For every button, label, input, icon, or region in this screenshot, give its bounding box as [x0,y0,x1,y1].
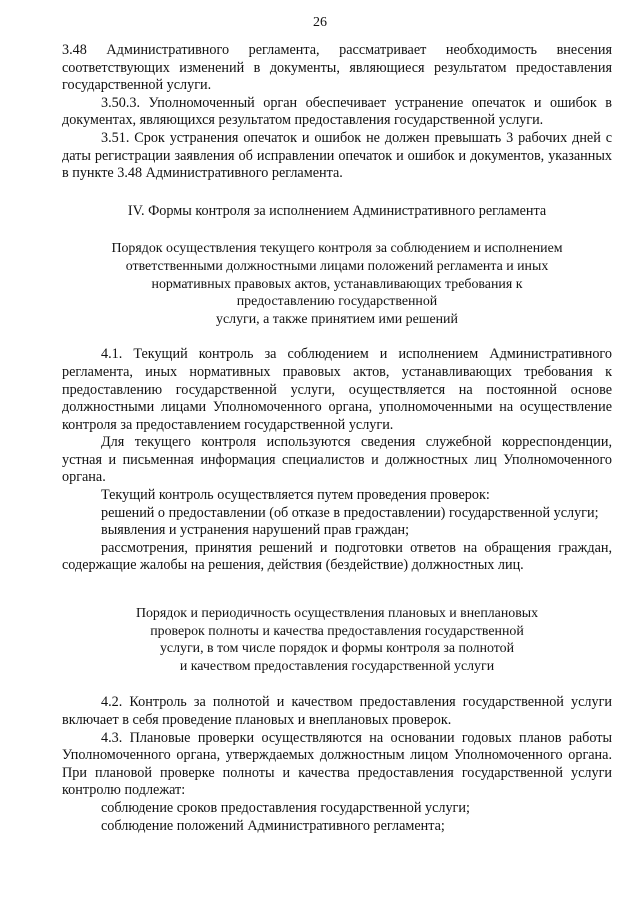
paragraph: Для текущего контроля используются сведения служебной корреспонденции, устная и письменная информация специалистов и должностных лиц Уполномоченного органа. [62,434,612,486]
subheading-line: Порядок и периодичность осуществления плановых и внеплановых [135,606,539,622]
subheading [62,240,612,328]
paragraph: 4.1. Текущий контроль за соблюдением и исполнением Административного регламента, иных нормативных правовых актов, устанавливающих требования к предоставлению государственной услуги, осуществляется на постоянной основе должностными лицами Уполномоченного органа, уполномоченными на осуществление контроля за предоставлением государственной услуги. [62,346,612,433]
subheading-line: услуги, в том числе порядок и формы контроля за полнотой [159,641,515,657]
subheading-line: предоставлению государственной [236,294,438,310]
subheading-line: Порядок осуществления текущего контроля за соблюдением и исполнением [111,241,563,257]
subheading [62,605,612,675]
section-title: IV. Формы контроля за исполнением Административного регламента [127,202,547,219]
paragraph: 3.50.3. Уполномоченный орган обеспечивает устранение опечаток и ошибок в документах, являющихся результатом предоставления государственной услуги. [62,94,612,129]
subheading-line: и качеством предоставления государственной услуги [179,658,495,674]
list-item: соблюдение сроков предоставления государственной услуги; [101,799,470,816]
list-item: выявления и устранения нарушений прав граждан; [101,522,410,539]
list-item: решений о предоставлении (об отказе в предоставлении) государственной услуги; [101,504,599,521]
document-body [62,42,612,835]
subheading-line: ответственными должностными лицами положений регламента и иных [125,258,549,274]
paragraph: Текущий контроль осуществляется путем проведения проверок: [101,487,490,504]
paragraph: 3.48 Административного регламента, рассматривает необходимость внесения соответствующих изменений в документы, являющиеся результатом предоставления государственной услуги. [62,42,612,94]
list-item: соблюдение положений Административного регламента; [101,817,445,834]
page-number: 26 [313,15,327,30]
subheading-line: проверок полноты и качества предоставления государственной [150,623,524,639]
subheading-line: нормативных правовых актов, устанавливающих требования к [151,276,523,292]
subheading-line: услуги, а также принятием ими решений [216,311,458,327]
paragraph: 4.2. Контроль за полнотой и качеством предоставления государственной услуги включает в себя проведение плановых и внеплановых проверок. [62,694,612,728]
paragraph: 3.51. Срок устранения опечаток и ошибок не должен превышать 3 рабочих дней с даты регистрации заявления об исправлении опечаток и ошибок и документов, указанных в пункте 3.48 Административного регламента. [62,129,612,182]
paragraph: 4.3. Плановые проверки осуществляются на основании годовых планов работы Уполномоченного органа, утверждаемых должностным лицом Уполномоченного органа. При плановой проверке полноты и качества предоставления государственной услуги контролю подлежат: [62,729,612,799]
list-item: рассмотрения, принятия решений и подготовки ответов на обращения граждан, содержащие жалобы на решения, действия (бездействие) должностных лиц. [62,539,612,574]
